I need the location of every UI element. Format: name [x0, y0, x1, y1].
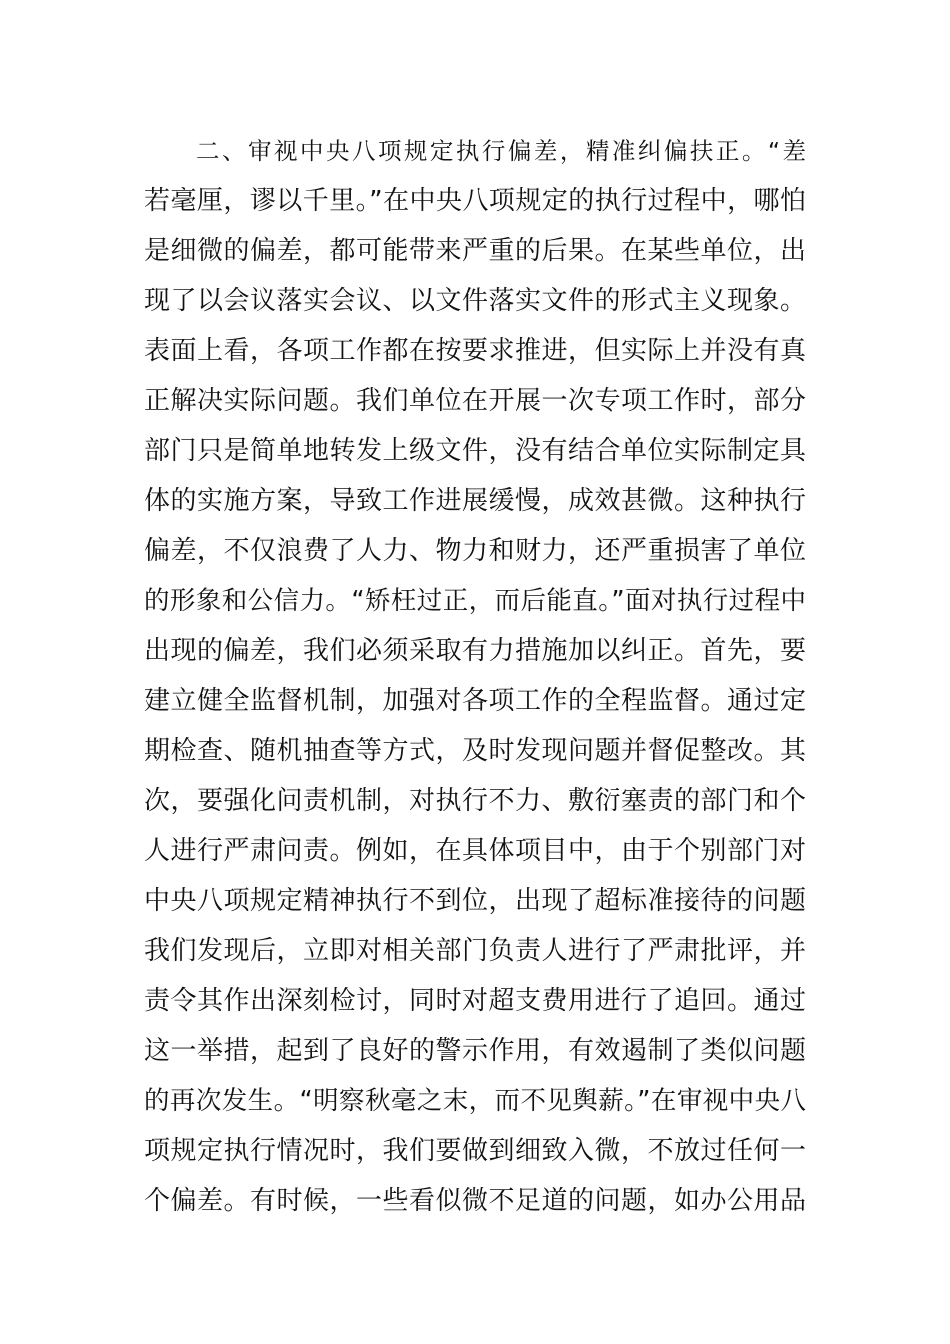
text-line-18: 责令其作出深刻检讨，同时对超支费用进行了追回。通过	[144, 986, 806, 1016]
text-line-10: 的形象和公信力。“矫枉过正，而后能直。”面对执行过程中	[144, 586, 806, 616]
text-line-8: 体的实施方案，导致工作进展缓慢，成效甚微。这种执行	[144, 486, 806, 516]
text-line-17: 我们发现后，立即对相关部门负责人进行了严肃批评，并	[144, 936, 806, 966]
text-line-12: 建立健全监督机制，加强对各项工作的全程监督。通过定	[144, 686, 806, 716]
text-line-2: 若毫厘，谬以千里。”在中央八项规定的执行过程中，哪怕	[144, 186, 806, 216]
text-line-3: 是细微的偏差，都可能带来严重的后果。在某些单位，出	[144, 236, 806, 266]
text-line-16: 中央八项规定精神执行不到位，出现了超标准接待的问题	[144, 886, 806, 916]
text-line-6: 正解决实际问题。我们单位在开展一次专项工作时，部分	[144, 386, 806, 416]
text-line-1: 二、审视中央八项规定执行偏差，精准纠偏扶正。“差	[196, 137, 806, 165]
text-line-7: 部门只是简单地转发上级文件，没有结合单位实际制定具	[144, 436, 806, 466]
text-line-21: 项规定执行情况时，我们要做到细致入微，不放过任何一	[144, 1136, 806, 1166]
text-line-5: 表面上看，各项工作都在按要求推进，但实际上并没有真	[144, 336, 806, 366]
text-line-15: 人进行严肃问责。例如，在具体项目中，由于个别部门对	[144, 836, 806, 866]
text-line-13: 期检查、随机抽查等方式，及时发现问题并督促整改。其	[144, 736, 806, 766]
text-line-22: 个偏差。有时候，一些看似微不足道的问题，如办公用品	[144, 1186, 806, 1216]
text-line-14: 次，要强化问责机制，对执行不力、敷衍塞责的部门和个	[144, 786, 806, 816]
text-line-11: 出现的偏差，我们必须采取有力措施加以纠正。首先，要	[144, 636, 806, 666]
body-paragraph	[144, 126, 806, 1226]
text-line-9: 偏差，不仅浪费了人力、物力和财力，还严重损害了单位	[144, 536, 806, 566]
text-line-20: 的再次发生。“明察秋毫之末，而不见舆薪。”在审视中央八	[144, 1086, 806, 1116]
text-line-19: 这一举措，起到了良好的警示作用，有效遏制了类似问题	[144, 1036, 806, 1066]
text-line-4: 现了以会议落实会议、以文件落实文件的形式主义现象。	[144, 286, 806, 316]
